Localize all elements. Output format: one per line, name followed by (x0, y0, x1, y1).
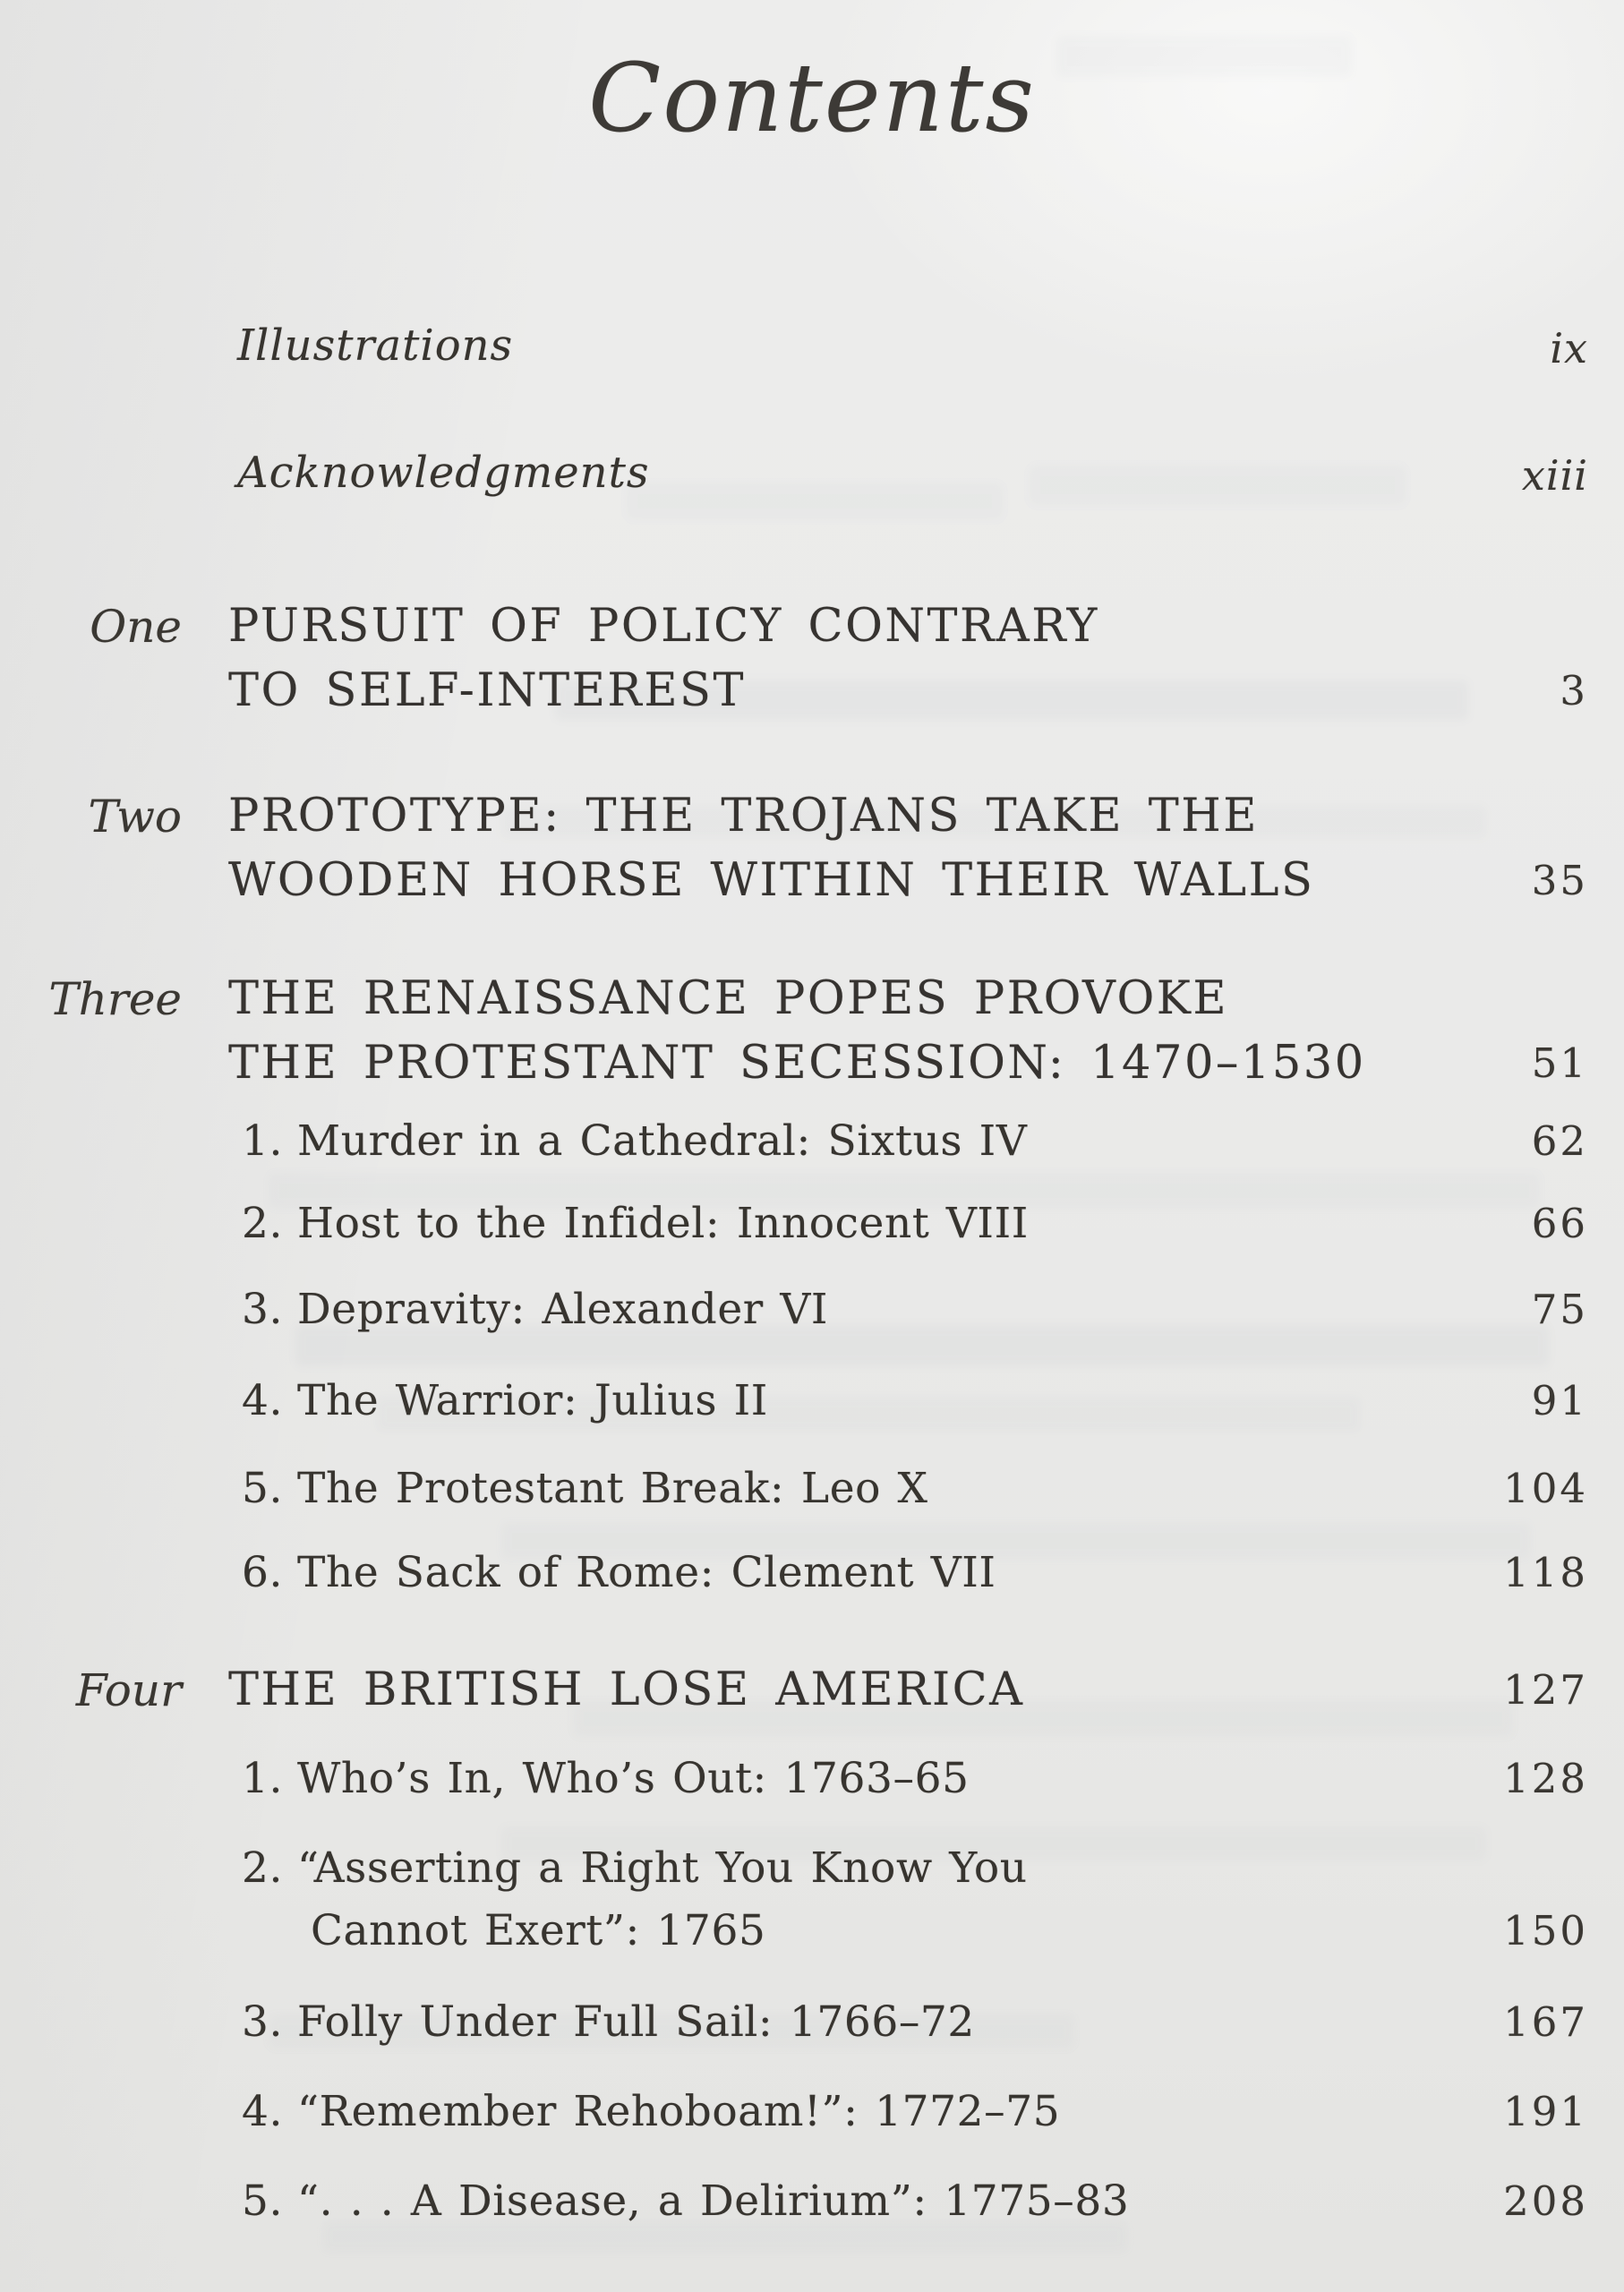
front-matter-label: Illustrations (237, 321, 514, 371)
page-number: 128 (1503, 1755, 1588, 1802)
page-number: 35 (1531, 857, 1588, 904)
toc-section-row (0, 1748, 1624, 1810)
toc-section-row (0, 2170, 1624, 2233)
section-title: Depravity: Alexander VI (297, 1285, 829, 1334)
section-number: 4. (242, 2087, 284, 2136)
section-number: 3. (242, 1285, 284, 1334)
chapter-title: THE BRITISH LOSE AMERICA (228, 1663, 1025, 1716)
section-number: 3. (242, 1997, 284, 2047)
chapter-title: PROTOTYPE: THE TROJANS TAKE THE WOODEN HORSE WITHIN THEIR WALLS (228, 790, 1315, 907)
page-number: 127 (1503, 1666, 1588, 1714)
section-title-line2: Cannot Exert”: 1765 (311, 1906, 766, 1955)
section-number: 5. (242, 2177, 284, 2226)
page-title: Contents (588, 43, 1036, 153)
page-number: 167 (1503, 1998, 1588, 2046)
page-number: 104 (1503, 1465, 1588, 1512)
section-title: Host to the Infidel: Innocent VIII (297, 1199, 1029, 1248)
toc-section-row (0, 1458, 1624, 1520)
toc-front-matter-row (0, 319, 1624, 372)
toc-section-row (0, 1837, 1624, 1963)
page-number: 208 (1503, 2177, 1588, 2225)
chapter-number: One (90, 601, 182, 653)
page-number: 118 (1503, 1549, 1588, 1596)
section-number: 2. (242, 1199, 284, 1248)
page-number: xiii (1521, 451, 1588, 500)
section-title: “Asserting a Right You Know You (297, 1843, 1028, 1893)
section-title: The Sack of Rome: Clement VII (297, 1548, 996, 1597)
chapter-title: THE RENAISSANCE POPES PROVOKE THE PROTESTANT SECESSION: 1470–1530 (228, 972, 1366, 1090)
section-title: The Warrior: Julius II (297, 1376, 768, 1425)
page-number: 150 (1503, 1907, 1588, 1954)
section-title: The Protestant Break: Leo X (297, 1464, 928, 1513)
toc-section-row (0, 1370, 1624, 1432)
section-title: “Remember Rehoboam!”: 1772–75 (297, 2087, 1061, 2136)
toc-section-row (0, 1110, 1624, 1173)
toc-chapter-row (0, 784, 1624, 913)
toc-section-row (0, 1279, 1624, 1341)
page-number: 75 (1531, 1286, 1588, 1333)
toc-chapter-row (0, 967, 1624, 1096)
page-number: ix (1550, 324, 1588, 372)
toc-section-row (0, 2081, 1624, 2143)
page-number: 191 (1503, 2088, 1588, 2135)
chapter-number: Four (75, 1664, 182, 1716)
page-number: 62 (1531, 1117, 1588, 1165)
page-number: 91 (1531, 1377, 1588, 1424)
section-title: Who’s In, Who’s Out: 1763–65 (297, 1754, 970, 1803)
toc-chapter-row (0, 1658, 1624, 1723)
toc-section-row (0, 1991, 1624, 2054)
toc-chapter-row (0, 594, 1624, 723)
chapter-number: Three (48, 973, 182, 1025)
front-matter-label: Acknowledgments (237, 448, 650, 498)
page-number: 66 (1531, 1200, 1588, 1247)
toc-section-row (0, 1193, 1624, 1255)
section-number: 1. (242, 1754, 284, 1803)
section-number: 5. (242, 1464, 284, 1513)
page-number: 3 (1560, 667, 1588, 714)
section-title: “. . . A Disease, a Delirium”: 1775–83 (297, 2177, 1130, 2226)
chapter-number: Two (88, 791, 182, 842)
section-number: 2. (242, 1843, 284, 1893)
toc-section-row (0, 1542, 1624, 1604)
toc-front-matter-row (0, 446, 1624, 500)
section-number: 6. (242, 1548, 284, 1597)
section-number: 1. (242, 1116, 284, 1166)
chapter-title: PURSUIT OF POLICY CONTRARY TO SELF-INTEREST (228, 600, 1099, 717)
section-number: 4. (242, 1376, 284, 1425)
page-number: 51 (1531, 1039, 1588, 1087)
section-title: Murder in a Cathedral: Sixtus IV (297, 1116, 1028, 1166)
section-title: Folly Under Full Sail: 1766–72 (297, 1997, 975, 2047)
